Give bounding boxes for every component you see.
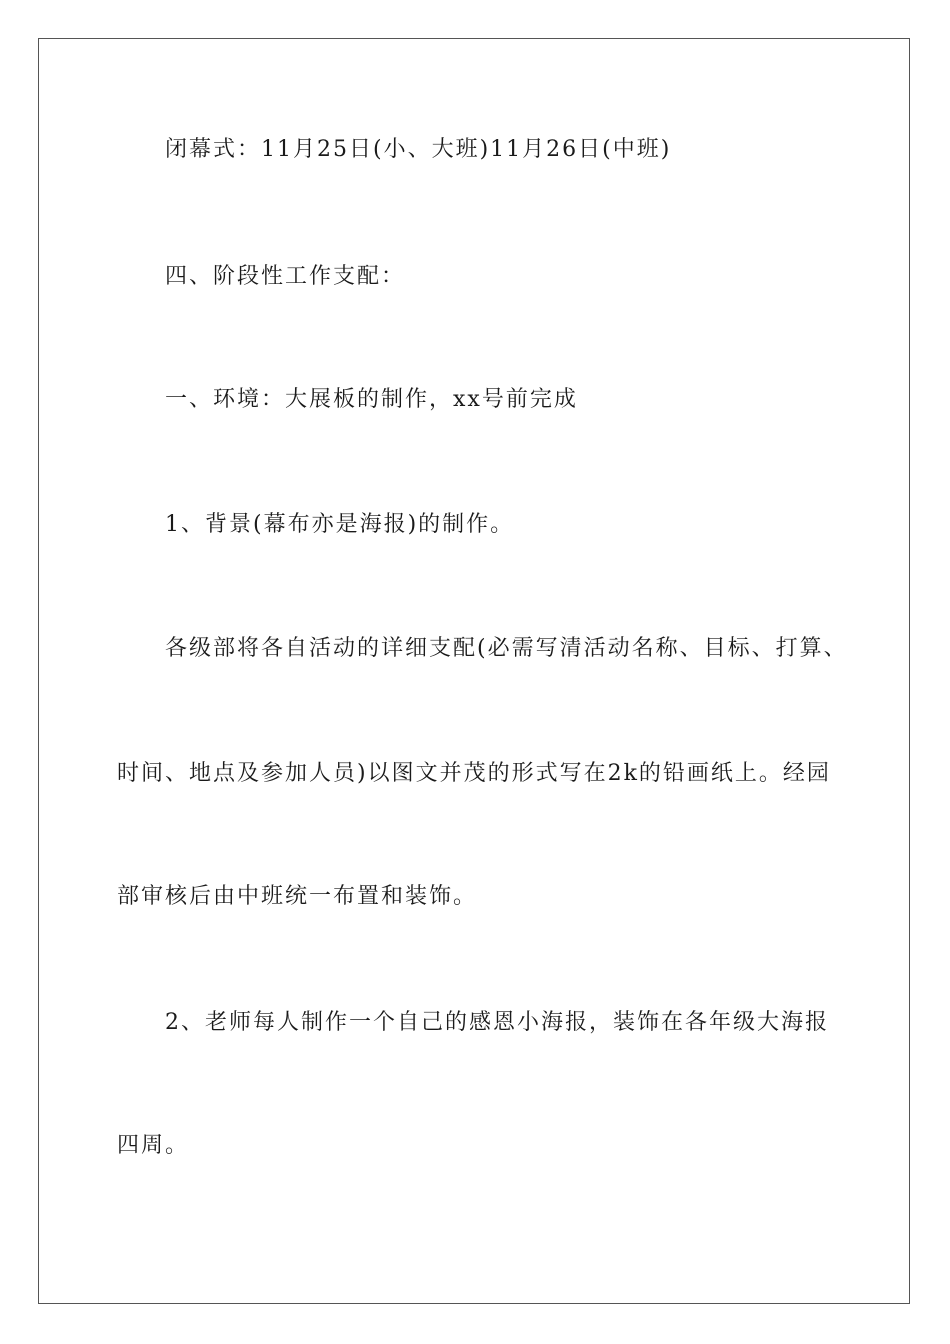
page-border xyxy=(38,38,910,1304)
environment-heading: 一、环境：大展板的制作，xx号前完成 xyxy=(165,387,578,412)
item-two-line-2: 四周。 xyxy=(117,1133,190,1158)
closing-ceremony-line: 闭幕式：11月25日(小、大班)11月26日(中班) xyxy=(165,137,672,162)
section-heading-four: 四、阶段性工作支配： xyxy=(165,264,406,289)
paragraph-line-2: 时间、地点及参加人员)以图文并茂的形式写在2k的铅画纸上。经园 xyxy=(117,761,831,786)
item-one-background: 1、背景(幕布亦是海报)的制作。 xyxy=(165,512,515,537)
item-two-line-1: 2、老师每人制作一个自己的感恩小海报，装饰在各年级大海报 xyxy=(165,1010,829,1035)
paragraph-line-1: 各级部将各自活动的详细支配(必需写清活动名称、目标、打算、 xyxy=(165,636,848,661)
paragraph-line-3: 部审核后由中班统一布置和装饰。 xyxy=(117,884,478,909)
